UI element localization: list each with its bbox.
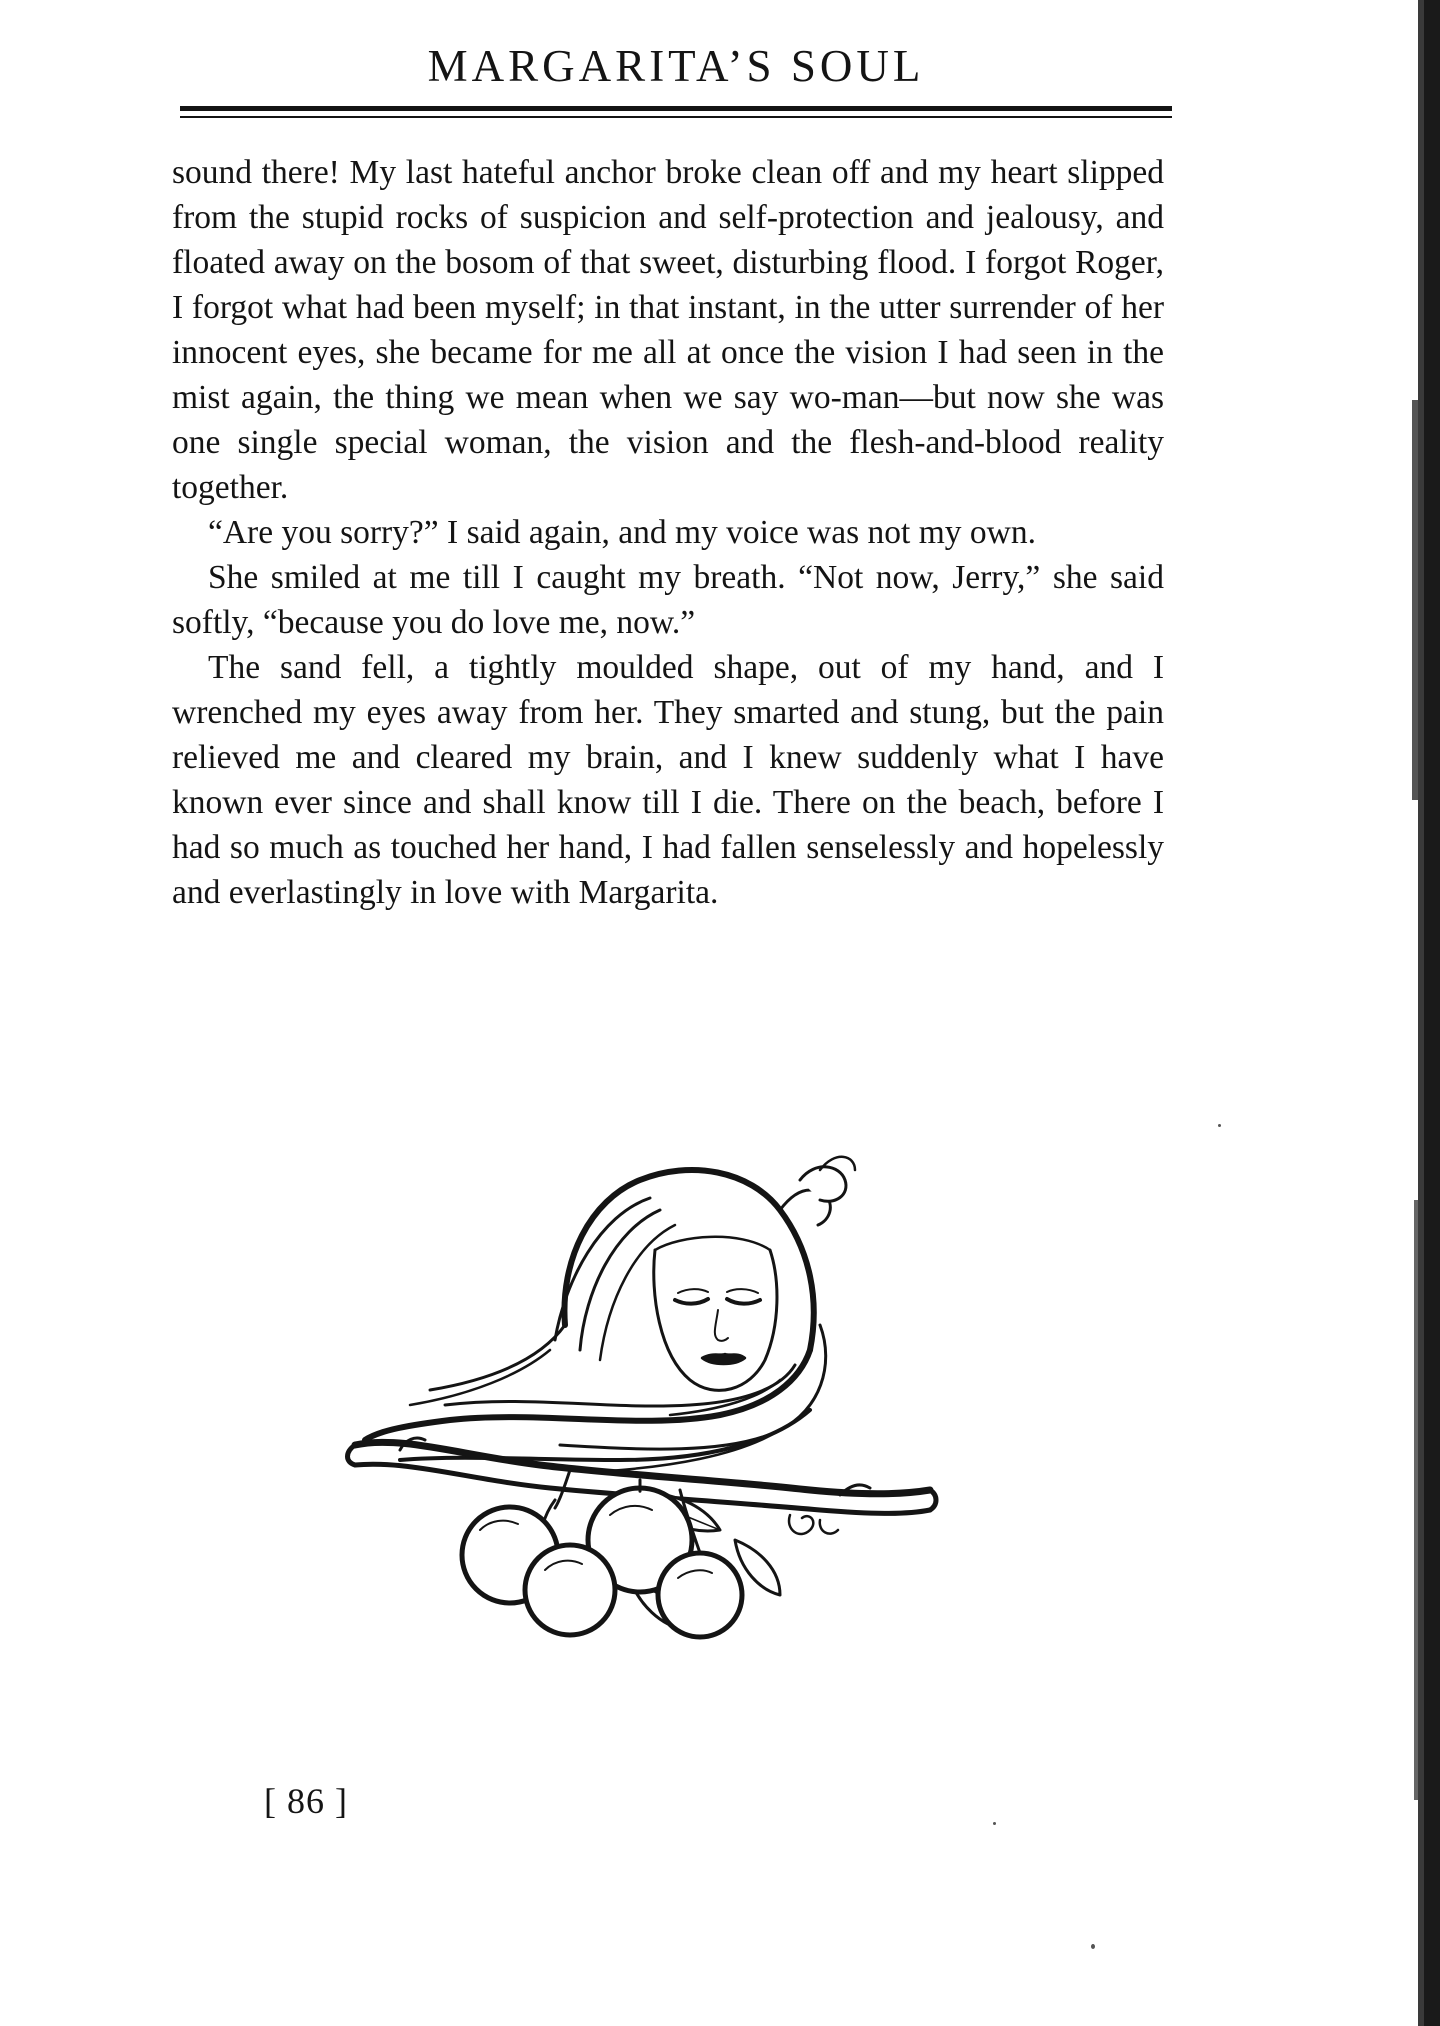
paragraph-3: She smiled at me till I caught my breath. “Not now, Jerry,” she said softly, “because you do love me, now.” [172,559,1164,641]
page-number: [ 86 ] [264,1781,348,1821]
header-rule-thin [180,116,1172,118]
header-rule-thick [180,106,1172,111]
running-head: MARGARITA’S SOUL [427,41,925,91]
paper-speck [993,1822,996,1825]
paragraph-4: The sand fell, a tightly moulded shape, out of my hand, and I wrenched my eyes away from her. They smarted and stung, but the pain relieved me and cleared my brain, and I knew suddenly what I have known ever since and shall know till I die. There on the beach, before I had so much as touched her hand, I had fallen senselessly and hopelessly and everlastingly in love with Margarita. [172,649,1164,911]
page-edge-shadow [1404,0,1440,2026]
paper-speck [1091,1944,1095,1949]
paragraph-1: sound there! My last hateful anchor broke clean off and my heart slipped from the stupid rocks of suspicion and self-protection and jealousy, and floated away on the bosom of that sweet, disturbing flood. I forgot Roger, I forgot what had been myself; in that instant, in the utter surrender of her innocent eyes, she became for me all at once the vision I had seen in the mist again, the thing we mean when we say wo-man—but now she was one single special woman, the vision and the flesh-and-blood reality together. [172,154,1164,506]
paper-speck [1218,1124,1221,1127]
paragraph-2: “Are you sorry?” I said again, and my voice was not my own. [208,514,1036,551]
woman-head-ornament-icon [340,1110,940,1640]
body-text [172,150,1164,915]
